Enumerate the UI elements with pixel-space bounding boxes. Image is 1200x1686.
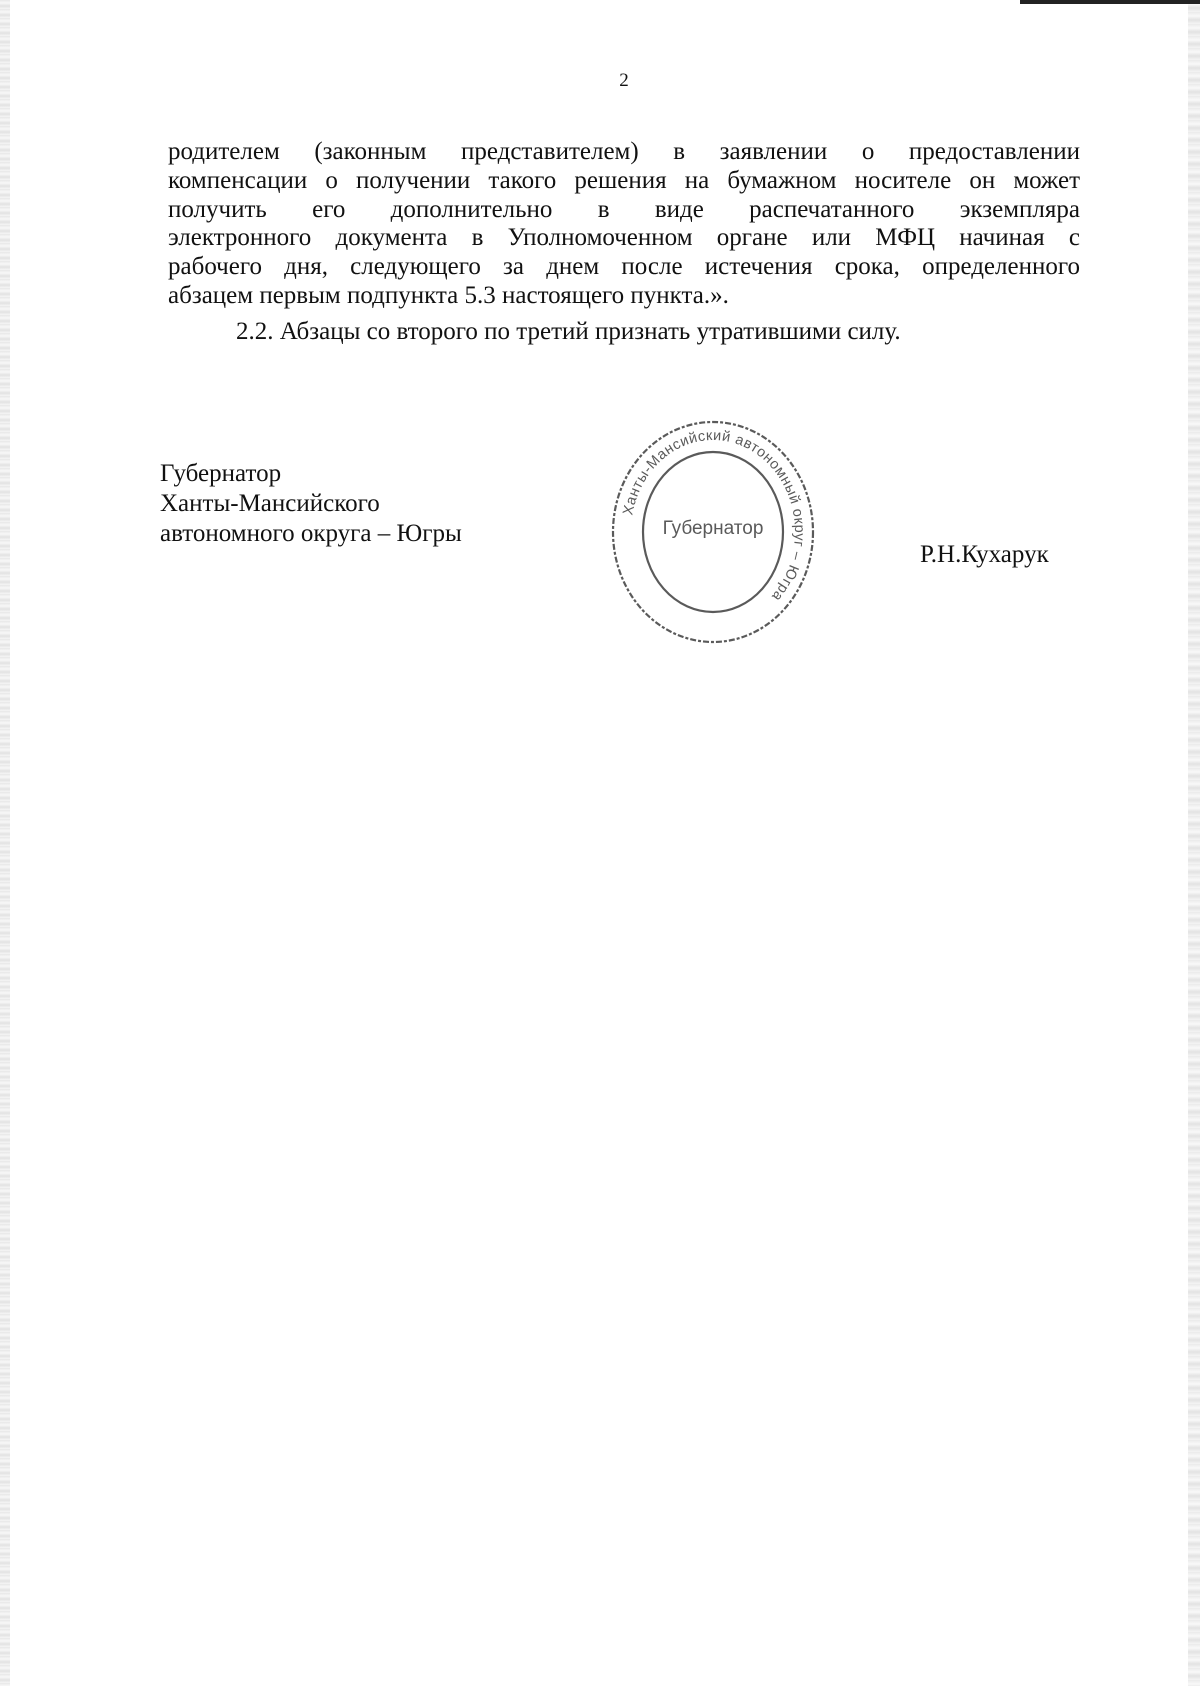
signatory-position-line-1: Губернатор — [160, 460, 282, 487]
signatory-position — [160, 459, 462, 549]
seal-graphic — [603, 412, 823, 652]
document-body — [168, 138, 1080, 347]
paragraph-1-line-3: получить его дополнительно в виде распечатанного экземпляра — [168, 195, 1080, 223]
signatory-position-line-3: автономного округа – Югры — [160, 520, 462, 547]
page-number: 2 — [619, 70, 629, 91]
paragraph-1-line-6: абзацем первым подпункта 5.3 настоящего пункта.». — [168, 281, 729, 309]
scan-edge-top — [1020, 0, 1200, 4]
official-seal — [603, 412, 823, 652]
paragraph-1-line-2: компенсации о получении такого решения на бумажном носителе он может — [168, 166, 1080, 194]
seal-ring-text: Ханты-Мансийский автономный округ – Югра — [620, 427, 808, 605]
paragraph-1-line-4: электронного документа в Уполномоченном органе или МФЦ начиная с — [168, 224, 1080, 252]
signatory-name: Р.Н.Кухарук — [920, 541, 1049, 568]
signatory-position-line-2: Ханты-Мансийского — [160, 490, 380, 517]
paragraph-1-line-1: родителем (законным представителем) в заявлении о предоставлении — [168, 138, 1080, 165]
paragraph-1-line-5: рабочего дня, следующего за днем после истечения срока, определенного — [168, 253, 1080, 281]
scan-edge-left — [0, 0, 10, 1686]
paragraph-2: 2.2. Абзацы со второго по третий признать утратившими силу. — [236, 317, 901, 345]
scan-edge-right — [1188, 0, 1200, 1686]
seal-center-text: Губернатор — [662, 518, 764, 539]
